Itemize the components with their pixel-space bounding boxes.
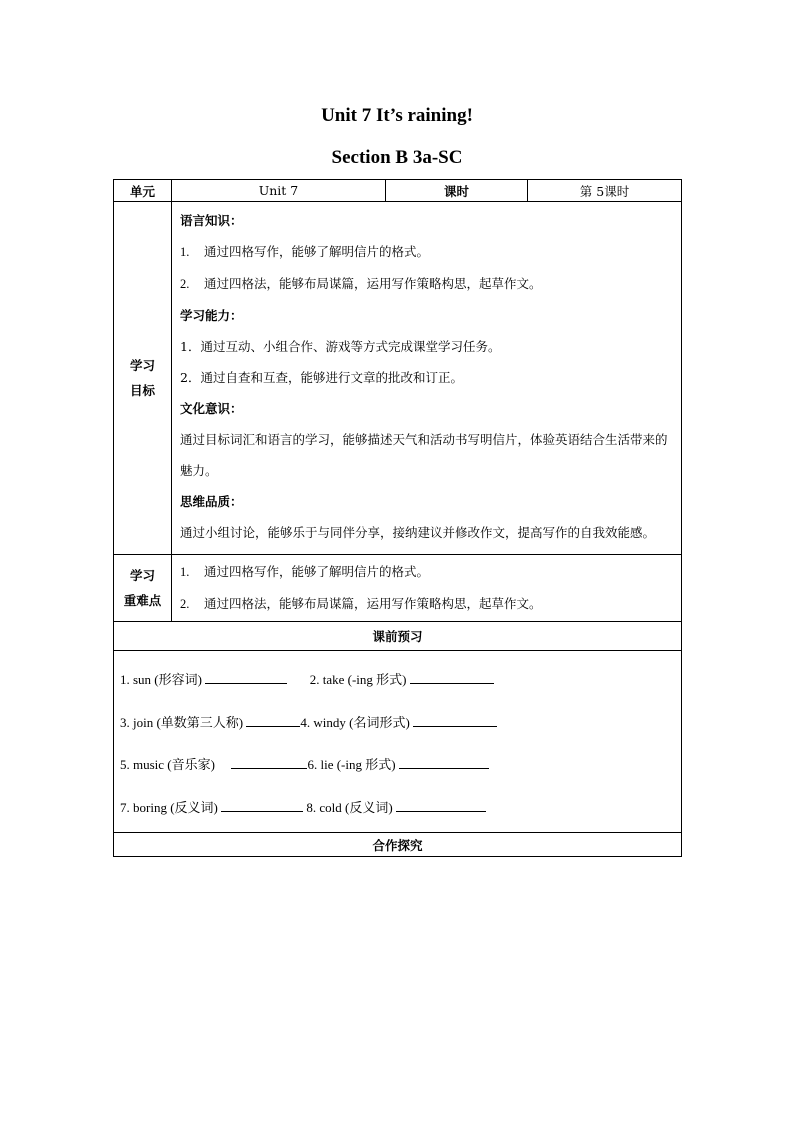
knowledge-heading: 语言知识：: [180, 213, 243, 228]
thinking-heading: 思维品质：: [180, 494, 243, 509]
ability-item: [180, 362, 673, 393]
preview-item: 1. sun (形容词): [120, 672, 202, 687]
preview-line: [120, 702, 675, 745]
thinking-text: 通过小组讨论，能够乐于与同伴分享，接纳建议并修改作文，提高写作的自我效能感。: [180, 525, 656, 540]
item-text: 通过自查和互查，能够进行文章的批改和订正。: [200, 370, 463, 385]
objectives-content: [172, 202, 682, 555]
preview-item: 7. boring (反义词): [120, 799, 218, 815]
preview-item: 4. windy (名词形式): [300, 714, 410, 730]
item-number: 1.: [180, 565, 190, 579]
answer-blank[interactable]: [399, 756, 489, 769]
key-points-label: [114, 555, 172, 622]
document-subtitle: Section B 3a-SC: [331, 147, 463, 168]
answer-blank[interactable]: [246, 714, 300, 727]
answer-blank[interactable]: [413, 714, 497, 727]
ability-item: [180, 331, 673, 362]
item-text: 通过四格法，能够布局谋篇，运用写作策略构思，起草作文。: [204, 276, 542, 291]
culture-text: 通过目标词汇和语言的学习，能够描述天气和活动书写明信片，体验英语结合生活带来的魅力。: [180, 432, 668, 478]
item-number: 2.: [180, 597, 190, 611]
answer-blank[interactable]: [221, 799, 303, 812]
objectives-row: [114, 202, 682, 555]
item-text: 通过四格法，能够布局谋篇，运用写作策略构思，起草作文。: [204, 596, 542, 611]
key-point-item: [180, 556, 673, 588]
preview-item: 6. lie (-ing 形式): [307, 757, 396, 772]
item-text: 通过互动、小组合作、游戏等方式完成课堂学习任务。: [200, 339, 501, 354]
preview-line: [120, 659, 675, 702]
lesson-plan-table: [113, 179, 682, 857]
item-number: 1.: [180, 245, 190, 259]
item-number: 2.: [180, 277, 190, 291]
unit-label: 单元: [114, 180, 172, 202]
lesson-label: 课时: [386, 180, 528, 202]
item-number: 2．: [180, 370, 201, 385]
cooperation-heading-row: [114, 833, 682, 857]
item-text: 通过四格写作，能够了解明信片的格式。: [204, 564, 430, 579]
answer-blank[interactable]: [231, 756, 307, 769]
preview-item: 3. join (单数第三人称): [120, 714, 244, 730]
answer-blank[interactable]: [205, 671, 287, 684]
preview-content-row: [114, 651, 682, 833]
ability-heading: 学习能力：: [180, 308, 243, 323]
item-text: 通过四格写作，能够了解明信片的格式。: [204, 244, 430, 259]
cooperation-heading: 合作探究: [114, 833, 682, 857]
knowledge-item: [180, 236, 673, 268]
answer-blank[interactable]: [410, 671, 494, 684]
unit-value: Unit 7: [172, 180, 386, 202]
preview-item: 2. take (-ing 形式): [309, 672, 407, 687]
document-title: Unit 7 It’s raining!: [321, 105, 473, 126]
knowledge-item: [180, 268, 673, 300]
objectives-label: [114, 202, 172, 555]
key-points-content: [172, 555, 682, 622]
key-point-item: [180, 588, 673, 620]
preview-item: 5. music (音乐家): [120, 757, 215, 772]
lesson-value: 第 5课时: [528, 180, 682, 202]
item-number: 1．: [180, 339, 201, 354]
objectives-label-text: 学习 目标: [129, 358, 155, 398]
key-points-label-text: 学习 重难点: [123, 568, 162, 608]
culture-heading: 文化意识：: [180, 401, 243, 416]
key-points-row: [114, 555, 682, 622]
header-row: [114, 180, 682, 202]
preview-heading-row: [114, 622, 682, 651]
preview-line: [120, 744, 675, 787]
preview-item: 8. cold (反义词): [306, 799, 393, 815]
answer-blank[interactable]: [396, 799, 486, 812]
preview-heading: 课前预习: [114, 622, 682, 651]
preview-content: [114, 651, 682, 833]
preview-line: [120, 787, 675, 830]
